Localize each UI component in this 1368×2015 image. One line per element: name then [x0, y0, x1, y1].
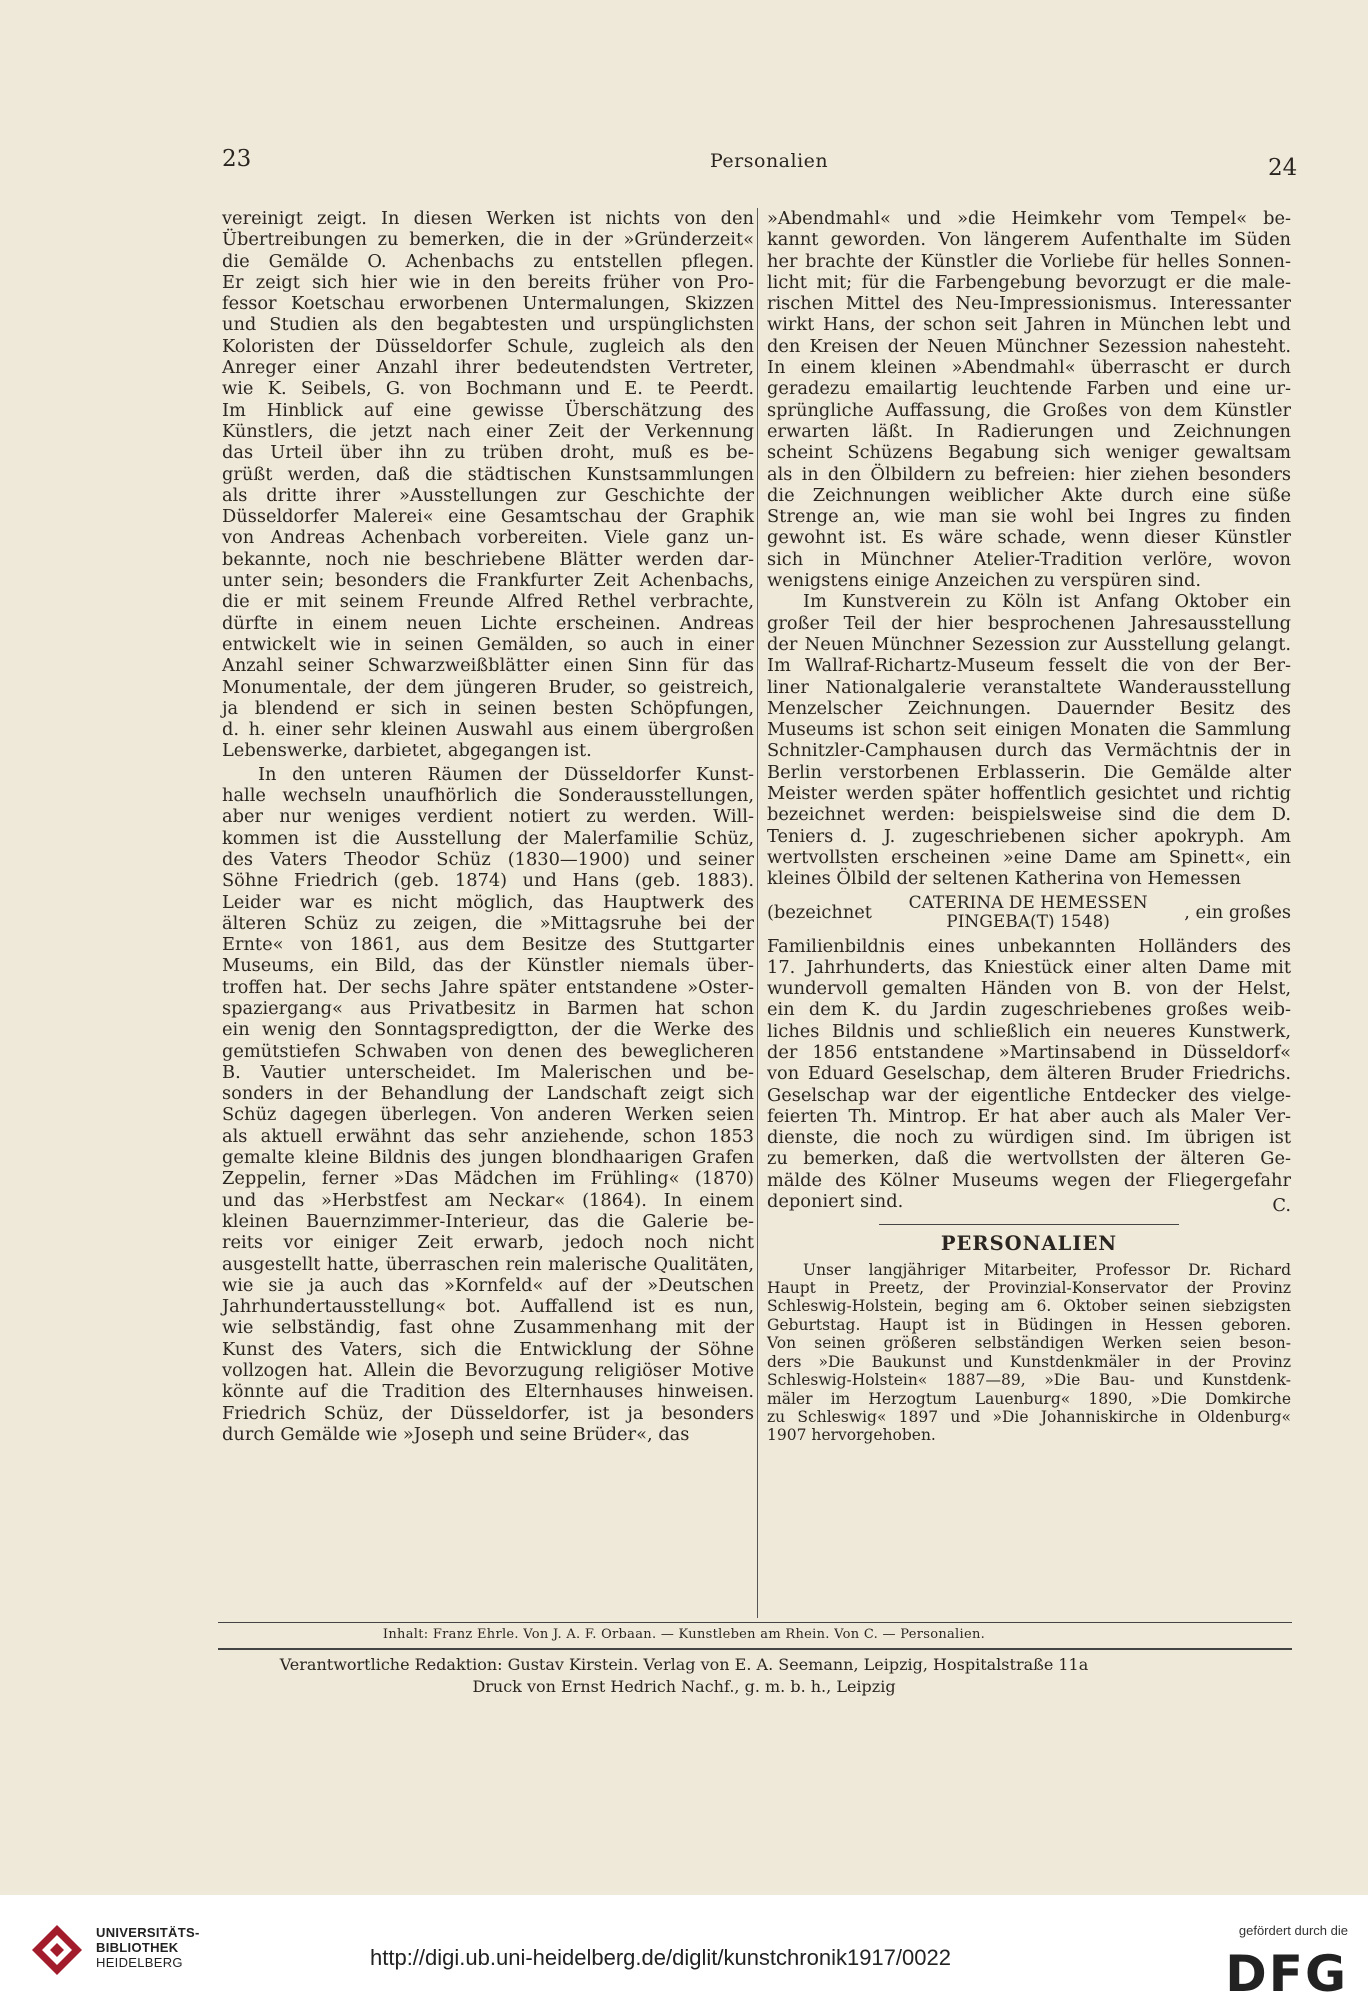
text-line: wie K. Seibels, G. von Bochmann und E. te Peerdt.	[222, 378, 754, 400]
text-line: der 1856 entstandene »Martinsabend in Düsseldorf«	[767, 1041, 1291, 1063]
text-line: spaziergang« aus Privatbesitz in Barmen hat schon	[222, 997, 754, 1019]
text-line: Zeppelin, ferner »Das Mädchen im Frühling« (1870)	[222, 1168, 754, 1190]
inscription-line-1: CATERINA DE HEMESSEN	[908, 892, 1148, 913]
inscription	[909, 894, 1148, 932]
text-line: halle wechseln unaufhörlich die Sonderausstellungen,	[222, 785, 754, 807]
text-line: Söhne Friedrich (geb. 1874) und Hans (geb. 1883).	[222, 870, 754, 892]
page-number-left: 23	[222, 146, 252, 172]
text-line: als aktuell erwähnt das sehr anziehende, schon 1853	[222, 1125, 754, 1147]
text-line: Im Wallraf-Richartz-Museum fesselt die von der Ber-	[767, 655, 1291, 677]
text-line: die Zeichnungen weiblicher Akte durch eine süße	[767, 484, 1291, 506]
text-line: Teniers d. J. zugeschriebenen sicher apokryph. Am	[767, 825, 1291, 847]
text-line: sprüngliche Auffassung, die Großes von dem Künstler	[767, 399, 1291, 421]
text-line: rischen Mittel des Neu-Impressionismus. Interessanter	[767, 293, 1291, 315]
text-line: aber nur weniges verdient notiert zu werden. Will-	[222, 806, 754, 828]
library-name-line-2: BIBLIOTHEK	[96, 1940, 179, 1955]
text-line: unter sein; besonders die Frankfurter Zeit Achenbachs,	[222, 570, 754, 592]
text-line: Schüz dagegen überlegen. Von anderen Werken seien	[222, 1104, 754, 1126]
text-line: des Vaters Theodor Schüz (1830—1900) und seiner	[222, 848, 754, 870]
author-signature: C.	[1272, 1195, 1291, 1217]
text-line: Düsseldorfer Malerei« eine Gesamtschau der Graphik	[222, 506, 754, 528]
text-line: wirkt Hans, der schon seit Jahren in München lebt und	[767, 314, 1291, 336]
text-line: sich in Münchner Atelier-Tradition verlöre, wovon	[767, 548, 1291, 570]
text-line: kannt geworden. Von längerem Aufenthalte im Süden	[767, 229, 1291, 251]
text-line: kommen ist die Ausstellung der Malerfamilie Schüz,	[222, 827, 754, 849]
left-column	[222, 208, 754, 1445]
text-line: Monumentale, der dem jüngeren Bruder, so geistreich,	[222, 676, 754, 698]
text-line: feierten Th. Mintrop. Er hat aber auch als Maler Ver-	[767, 1105, 1291, 1127]
right-paragraph-1	[767, 208, 1291, 591]
text-line: In den unteren Räumen der Düsseldorfer Kunst-	[258, 763, 754, 785]
text-line: zu Schleswig« 1897 und »Die Johanniskirche in Oldenburg«	[767, 1407, 1291, 1426]
text-line: reits vor einiger Zeit erwarb, jedoch noch nicht	[222, 1232, 754, 1254]
text-line: liner Nationalgalerie veranstaltete Wanderausstellung	[767, 676, 1291, 698]
text-line: Menzelscher Zeichnungen. Dauernder Besitz des	[767, 697, 1291, 719]
column-divider	[757, 208, 758, 1618]
text-line: Geselschap war der eigentliche Entdecker des vielge-	[767, 1084, 1291, 1106]
right-column	[767, 208, 1291, 1445]
text-line: als in den Ölbildern zu befreien: hier ziehen besonders	[767, 463, 1291, 485]
text-line: Haupt in Preetz, der Provinzial-Konservator der Provinz	[767, 1279, 1291, 1298]
text-line: Museums ist schon seit einigen Monaten die Sammlung	[767, 719, 1291, 741]
text-line: die er mit seinem Freunde Alfred Rethel verbrachte,	[222, 591, 754, 613]
text-line: liches Bildnis und schließlich ein neueres Kunstwerk,	[767, 1020, 1291, 1042]
text-line: das Urteil über ihn zu trüben droht, muß es be-	[222, 442, 754, 464]
text-line: vereinigt zeigt. In diesen Werken ist nichts von den	[222, 208, 754, 229]
text-line: großer Teil der hier besprochenen Jahresausstellung	[767, 612, 1291, 634]
text-line: licht mit; für die Farbengebung bevorzugt er die male-	[767, 271, 1291, 293]
inscription-suffix: , ein großes	[1184, 901, 1291, 923]
text-line: her brachte der Künstler die Vorliebe für helles Sonnen-	[767, 250, 1291, 272]
text-line: entwickelt wie in seinen Gemälden, so auch in einer	[222, 633, 754, 655]
text-line: von Eduard Geselschap, dem älteren Bruder Friedrichs.	[767, 1063, 1291, 1085]
text-line: durch Gemälde wie »Joseph und seine Brüder«, das	[222, 1423, 690, 1445]
text-line: scheint Schüzens Begabung sich weniger gewaltsam	[767, 442, 1291, 464]
text-line: Berlin verstorbenen Erblasserin. Die Gemälde alter	[767, 761, 1291, 783]
text-line: könnte auf die Tradition des Elternhauses hinweisen.	[222, 1381, 754, 1403]
text-line: wenigstens einige Anzeichen zu verspüren sind.	[767, 570, 1202, 592]
text-line: 17. Jahrhunderts, das Kniestück einer alten Dame mit	[767, 956, 1291, 978]
text-line: Schnitzler-Camphausen durch das Vermächtnis der in	[767, 740, 1291, 762]
text-line: Anzahl seiner Schwarzweißblätter einen Sinn für das	[222, 655, 754, 677]
funded-by-label: gefördert durch die	[1238, 1923, 1348, 1938]
right-paragraph-2	[767, 591, 1291, 889]
text-line: dürfte in einem neuen Lichte erscheinen. Andreas	[222, 612, 754, 634]
text-line: Meister werden später hoffentlich gesichtet und richtig	[767, 783, 1291, 805]
text-line: Koloristen der Düsseldorfer Schule, zugleich als den	[222, 335, 754, 357]
inscription-prefix: (bezeichnet	[767, 901, 872, 923]
text-line: Lebenswerke, darbietet, abgegangen ist.	[222, 740, 592, 762]
text-line: wie sie ja auch das »Kornfeld« auf der »Deutschen	[222, 1274, 754, 1296]
footer-rule-bottom	[218, 1648, 1292, 1650]
text-line: Schleswig-Holstein« 1887—89, »Die Bau- und Kunstdenk-	[767, 1371, 1291, 1390]
imprint-line-2: Druck von Ernst Hedrich Nachf., g. m. b. h., Leipzig	[472, 1677, 896, 1696]
text-line: Museums, ein Bild, das der Künstler niemals über-	[222, 955, 754, 977]
text-line: mäler im Herzogtum Lauenburg« 1890, »Die Domkirche	[767, 1389, 1291, 1408]
viewer-bottom-bar	[0, 1895, 1368, 2015]
library-name	[96, 1925, 200, 1970]
text-line: kleinen Bauernzimmer-Interieur, das die Galerie be-	[222, 1210, 754, 1232]
text-line: Familienbildnis eines unbekannten Holländers des	[767, 935, 1291, 957]
inscription-line-2: PINGEBA(T) 1548)	[946, 911, 1110, 932]
text-line: Friedrich Schüz, der Düsseldorfer, ist ja besonders	[222, 1402, 754, 1424]
text-line: älteren Schüz zu zeigen, die »Mittagsruhe bei der	[222, 912, 754, 934]
library-name-line-3: HEIDELBERG	[96, 1955, 183, 1970]
inscription-line	[767, 894, 1291, 932]
text-line: Ernte« von 1861, aus dem Besitze des Stuttgarter	[222, 934, 754, 956]
text-line: ders »Die Baukunst und Kunstdenkmäler in der Provinz	[767, 1352, 1291, 1371]
text-line: kleines Ölbild der seltenen Katherina von Hemessen	[767, 868, 1242, 890]
text-line: bekannte, noch nie beschriebene Blätter werden dar-	[222, 548, 754, 570]
text-line: ein dem K. du Jardin zugeschriebenes großes weib-	[767, 999, 1291, 1021]
text-line: den Kreisen der Neuen Münchner Sezession nahesteht.	[767, 335, 1291, 357]
text-line: Geburtstag. Haupt ist in Büdingen in Hessen geboren.	[767, 1315, 1291, 1334]
text-line: ein wenig den Sonntagspredigtton, der die Werke des	[222, 1019, 754, 1041]
text-line: Anreger einer Anzahl ihrer bedeutendsten Vertreter,	[222, 357, 754, 379]
text-line: Leider war es nicht möglich, das Hauptwerk des	[222, 891, 754, 913]
text-line: wie selbständig, fast ohne Zusammenhang mit der	[222, 1317, 754, 1339]
text-line: B. Vautier unterscheidet. Im Malerischen und be-	[222, 1061, 754, 1083]
text-line: deponiert sind.	[767, 1191, 904, 1213]
text-line: mälde des Kölner Museums wegen der Fliegergefahr	[767, 1169, 1291, 1191]
library-name-line-1: UNIVERSITÄTS-	[96, 1925, 200, 1940]
text-line: gewohnt ist. Es wäre schade, wenn dieser Künstler	[767, 527, 1291, 549]
text-line: Schleswig-Holstein, beging am 6. Oktober seinen siebzigsten	[767, 1297, 1291, 1316]
text-line: zu bemerken, daß die wertvollsten der älteren Ge-	[767, 1148, 1291, 1170]
right-paragraph-3-wrap	[767, 935, 1291, 1217]
text-line: bezeichnet werden: beispielsweise sind die dem D.	[767, 804, 1291, 826]
text-line: die Gemälde O. Achenbachs zu entstellen pflegen.	[222, 250, 754, 272]
running-title: Personalien	[710, 150, 829, 172]
text-line: ja blendend er sich in seinen besten Schöpfungen,	[222, 697, 754, 719]
personalien-paragraph	[767, 1261, 1291, 1445]
text-line: gemütstiefen Schwaben von denen des beweglicheren	[222, 1040, 754, 1062]
text-line: fessor Koetschau erworbenen Untermalungen, Skizzen	[222, 293, 754, 315]
left-paragraph-1	[222, 208, 754, 762]
text-line: ausgestellt hatte, überraschen rein malerische Qualitäten,	[222, 1253, 754, 1275]
text-line: vollzogen hat. Allein die Bevorzugung religiöser Motive	[222, 1360, 754, 1382]
text-line: Übertreibungen zu bemerken, die in der »Gründerzeit«	[222, 229, 754, 251]
text-line: Strenge an, wie man sie wohl bei Ingres zu finden	[767, 506, 1291, 528]
footer-rule-top	[218, 1622, 1292, 1623]
dfg-logo: DFG	[1225, 1945, 1348, 2003]
text-line: wundervoll gemalten Händen von B. von der Helst,	[767, 978, 1291, 1000]
text-line: dienste, die noch zu würdigen sind. Im übrigen ist	[767, 1127, 1291, 1149]
text-line: als dritte ihrer »Ausstellungen zur Geschichte der	[222, 484, 754, 506]
text-line: grüßt werden, daß die städtischen Kunstsammlungen	[222, 463, 754, 485]
contents-line: Inhalt: Franz Ehrle. Von J. A. F. Orbaan. — Kunstleben am Rhein. Von C. — Personalien.	[382, 1627, 986, 1642]
text-line: wertvollsten erscheinen »eine Dame am Spinett«, ein	[767, 846, 1291, 868]
text-line: Jahrhundertausstellung« bot. Auffallend ist es nun,	[222, 1296, 754, 1318]
left-paragraph-2	[222, 764, 754, 1446]
text-line: und das »Herbstfest am Neckar« (1864). In einem	[222, 1189, 754, 1211]
text-line: Im Hinblick auf eine gewisse Überschätzung des	[222, 399, 754, 421]
text-line: erwarten läßt. In Radierungen und Zeichnungen	[767, 420, 1291, 442]
text-line: sonders in der Behandlung der Landschaft zeigt sich	[222, 1083, 754, 1105]
text-line: d. h. einer sehr kleinen Auswahl aus einem übergroßen	[222, 719, 754, 741]
library-logo-icon	[30, 1923, 84, 1977]
right-paragraph-3	[767, 936, 1291, 1213]
text-line: 1907 hervorgehoben.	[767, 1426, 936, 1445]
text-line: der Neuen Münchner Sezession zur Ausstellung gelangt.	[767, 633, 1291, 655]
text-line: Unser langjähriger Mitarbeiter, Professor Dr. Richard	[803, 1260, 1291, 1279]
text-line: Von seinen größeren selbständigen Werken seien beson-	[767, 1334, 1291, 1353]
imprint-line-1: Verantwortliche Redaktion: Gustav Kirstein. Verlag von E. A. Seemann, Leipzig, Hospitalstraße 11a	[279, 1655, 1089, 1674]
text-line: und Studien als den begabtesten und urspünglichsten	[222, 314, 754, 336]
text-line: In einem kleinen »Abendmahl« überrascht er durch	[767, 357, 1291, 379]
text-line: Er zeigt sich hier wie in den bereits früher von Pro-	[222, 271, 754, 293]
page-number-right: 24	[1268, 155, 1298, 181]
personalien-title: PERSONALIEN	[940, 1232, 1118, 1256]
text-line: geradezu emailartig leuchtende Farben und eine ur-	[767, 378, 1291, 400]
text-line: troffen hat. Der sechs Jahre später entstandene »Oster-	[222, 976, 754, 998]
text-line: Künstlers, die jetzt nach einer Zeit der Verkennung	[222, 420, 754, 442]
page-url[interactable]: http://digi.ub.uni-heidelberg.de/diglit/kunstchronik1917/0022	[370, 1945, 951, 1970]
text-line: gemalte kleine Bildnis des jungen blondhaarigen Grafen	[222, 1147, 754, 1169]
text-line: Kunst des Vaters, sich die Entwicklung der Söhne	[222, 1338, 754, 1360]
text-line: Im Kunstverein zu Köln ist Anfang Oktober ein	[803, 591, 1291, 613]
section-rule	[879, 1224, 1179, 1225]
text-line: »Abendmahl« und »die Heimkehr vom Tempel« be-	[767, 208, 1291, 229]
text-line: von Andreas Achenbach vorbereiten. Viele ganz un-	[222, 527, 754, 549]
